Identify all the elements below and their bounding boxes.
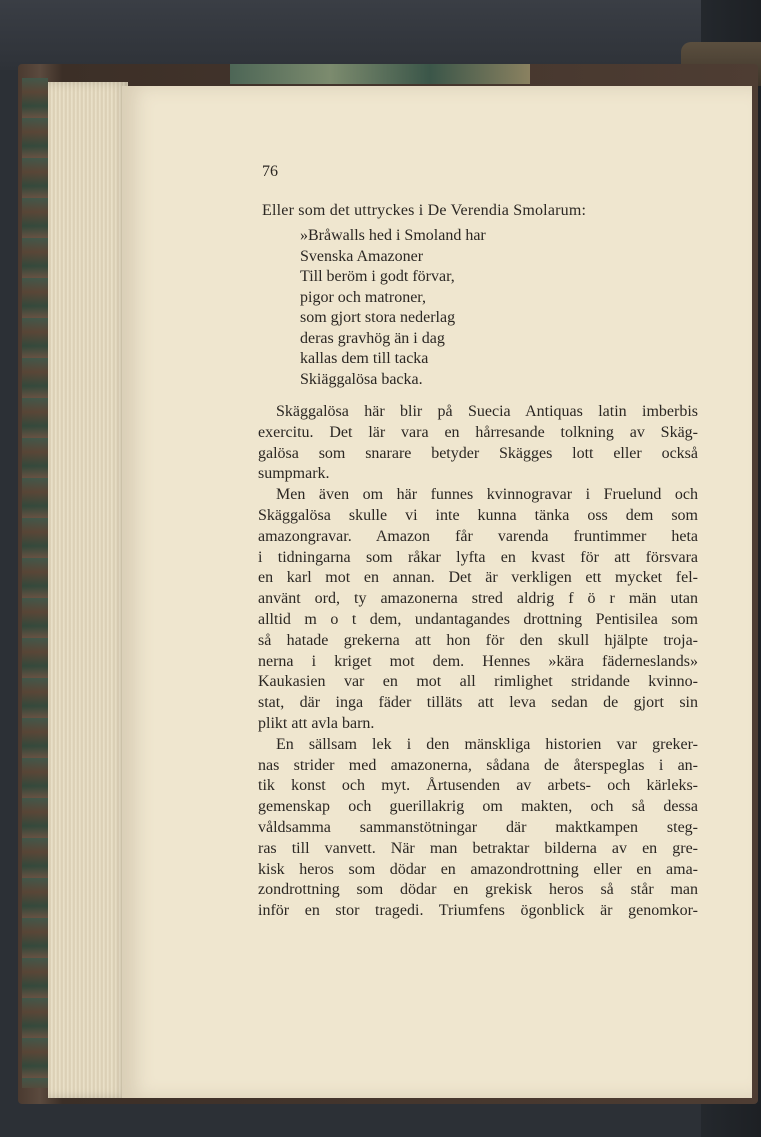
- cover-marbled-edge: [22, 78, 48, 1088]
- poem-line: som gjort stora nederlag: [300, 309, 456, 326]
- text-line: Kaukasien var en mot all rimlighet stridande kvinno-: [258, 673, 698, 691]
- text-line: i tidningarna som råkar lyfta en kvast för att försvara: [258, 548, 698, 566]
- text-line: exercitu. Det lär vara en hårresande tolkning av Skäg-: [258, 423, 698, 441]
- text-line: Skäggalösa här blir på Suecia Antiquas latin imberbis: [276, 403, 698, 420]
- poem-line: Skiäggalösa backa.: [300, 370, 423, 388]
- poem-line: kallas dem till tacka: [300, 350, 429, 367]
- text-line: ras till vanvett. När man betraktar bilderna av en gre-: [258, 839, 698, 857]
- poem-line: deras gravhög än i dag: [300, 329, 445, 347]
- text-line: använt ord, ty amazonerna stred aldrig f ö r män utan: [258, 590, 698, 608]
- intro-line: Eller som det uttryckes i De Verendia Smolarum:: [262, 202, 587, 219]
- text-line: gemenskap och guerillakrig om makten, och så dessa: [258, 798, 698, 816]
- text-line: amazongravar. Amazon får varenda fruntimmer heta: [258, 527, 698, 545]
- text-line: en karl mot en annan. Det är verkligen ett mycket fel-: [258, 569, 698, 587]
- body-text: [258, 402, 698, 922]
- text-line: Men även om här funnes kvinnogravar i Fruelund och: [276, 486, 698, 504]
- text-line: En sällsam lek i den mänskliga historien var greker-: [276, 735, 698, 753]
- background-top: [0, 0, 761, 70]
- text-line: Skäggalösa skulle vi inte kunna tänka oss dem som: [258, 506, 698, 524]
- text-line: kisk heros som dödar en amazondrottning eller en ama-: [258, 860, 698, 878]
- text-line: inför en stor tragedi. Triumfens ögonblick är genomkor-: [258, 902, 698, 920]
- text-line: alltid m o t dem, undantagandes drottning Pentisilea som: [258, 610, 698, 628]
- text-line: stat, där inga fäder tilläts att leva sedan de gjort sin: [258, 694, 698, 712]
- text-line: zondrottning som dödar en grekisk heros så står man: [258, 881, 698, 899]
- text-line: plikt att avla barn.: [258, 714, 375, 732]
- page-number: 76: [262, 163, 278, 180]
- page-edges: [48, 82, 128, 1098]
- poem-line: pigor och matroner,: [300, 288, 426, 306]
- poem-line: Svenska Amazoner: [300, 247, 424, 265]
- poem-line: »Bråwalls hed i Smoland har: [300, 227, 486, 244]
- text-line: tik konst och myt. Årtusenden av arbets- och kärleks-: [258, 777, 698, 795]
- text-line: våldsamma sammanstötningar där maktkampen steg-: [258, 818, 698, 836]
- text-line: galösa som snarare betyder Skägges lott eller också: [258, 444, 698, 462]
- text-line: så hatade grekerna att hon för den skull hjälpte troja-: [258, 631, 698, 649]
- text-line: sumpmark.: [258, 465, 330, 483]
- poem: [300, 226, 600, 390]
- cover-top-strip: [230, 64, 530, 84]
- text-line: nas strider med amazonerna, sådana de återspeglas i an-: [258, 756, 698, 774]
- text-line: nerna i kriget mot dem. Hennes »kära fäderneslands»: [258, 652, 698, 670]
- poem-line: Till beröm i godt förvar,: [300, 268, 455, 285]
